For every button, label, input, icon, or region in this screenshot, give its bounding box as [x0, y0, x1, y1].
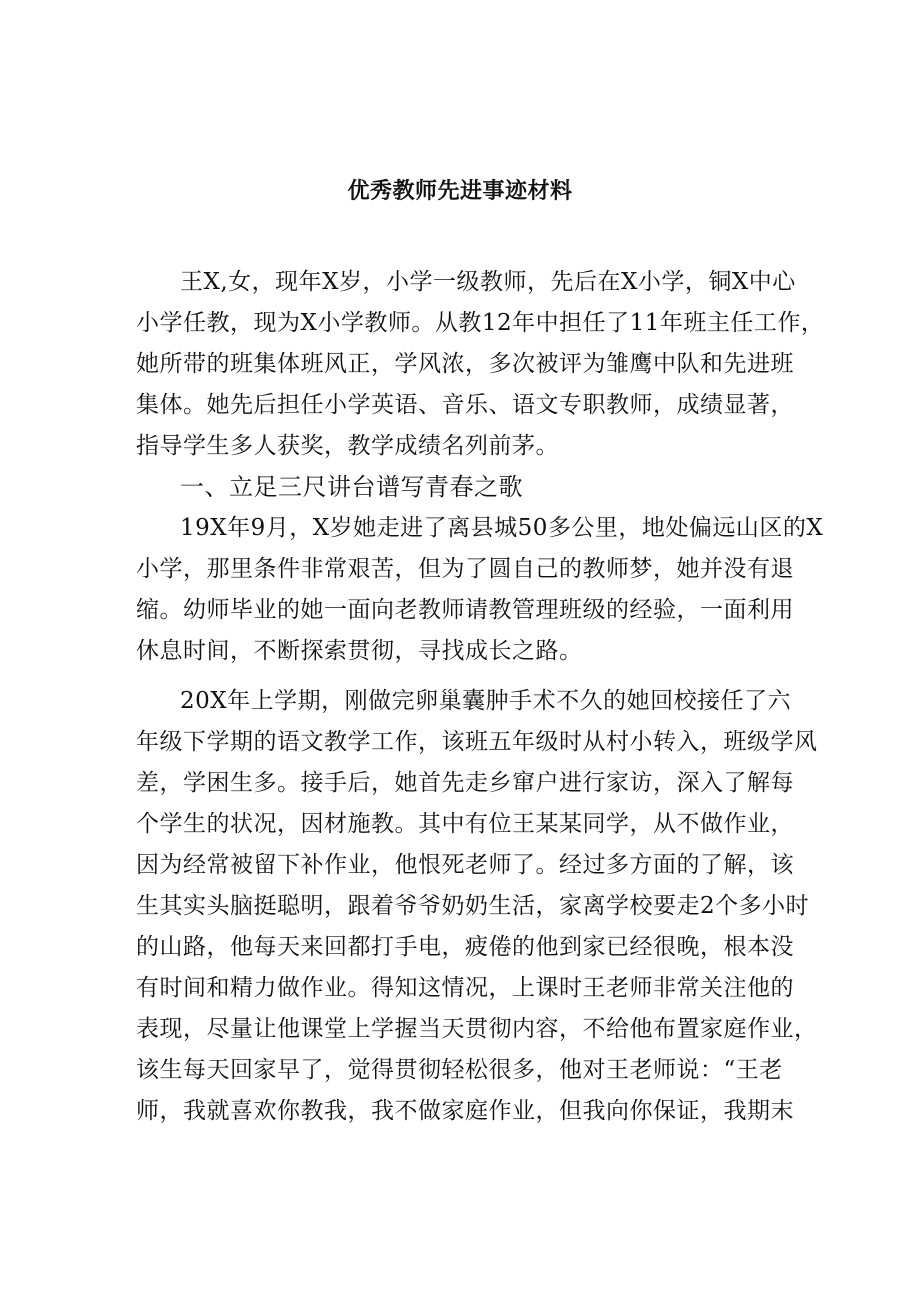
paragraph-3-line-7: 的山路，他每天来回都打手电，疲倦的他到家已经很晚，根本没 — [136, 934, 794, 960]
paragraph-3-line-6: 生其实头脑挺聪明，跟着爷爷奶奶生活，家离学校要走2个多小时 — [136, 893, 810, 919]
paragraph-2-line-4: 休息时间，不断探索贯彻，寻找成长之路。 — [136, 638, 583, 664]
paragraph-1-line-3: 她所带的班集体班风正，学风浓，多次被评为雏鹰中队和先进班 — [136, 351, 794, 377]
paragraph-1-line-1: 王X,女，现年X岁，小学一级教师，先后在X小学，铜X中心 — [180, 269, 796, 295]
paragraph-3-line-5: 因为经常被留下补作业，他恨死老师了。经过多方面的了解，该 — [136, 852, 794, 878]
section-heading: 一、立足三尺讲台谱写青春之歌 — [180, 473, 523, 501]
paragraph-3-line-2: 年级下学期的语文教学工作，该班五年级时从村小转入，班级学风 — [136, 729, 818, 755]
paragraph-3-line-8: 有时间和精力做作业。得知这情况，上课时王老师非常关注他的 — [136, 975, 794, 1001]
paragraph-2-line-2: 小学，那里条件非常艰苦，但为了圆自己的教师梦，她并没有退 — [136, 556, 794, 582]
paragraph-1-line-2: 小学任教，现为X小学教师。从教12年中担任了11年班主任工作， — [136, 310, 825, 336]
paragraph-2-line-1: 19X年9月，X岁她走进了离县城50多公里，地处偏远山区的X — [180, 515, 824, 541]
paragraph-3-line-11: 师，我就喜欢你教我，我不做家庭作业，但我向你保证，我期末 — [136, 1098, 794, 1124]
paragraph-3-line-10: 该生每天回家早了，觉得贯彻轻松很多，他对王老师说：“王老 — [136, 1057, 783, 1083]
paragraph-1-line-5: 指导学生多人获奖，教学成绩名列前茅。 — [136, 433, 559, 459]
paragraph-3-line-3: 差，学困生多。接手后，她首先走乡窜户进行家访，深入了解每 — [136, 770, 794, 796]
paragraph-3-line-4: 个学生的状况，因材施教。其中有位王某某同学，从不做作业， — [136, 811, 794, 837]
paragraph-3-line-9: 表现，尽量让他课堂上学握当天贯彻内容，不给他布置家庭作业， — [136, 1016, 818, 1042]
document-title: 优秀教师先进事迹材料 — [347, 179, 573, 204]
document-body — [136, 262, 825, 1132]
paragraph-3-line-1: 20X年上学期，刚做完卵巢囊肿手术不久的她回校接任了六 — [180, 688, 792, 714]
paragraph-1-line-4: 集体。她先后担任小学英语、音乐、语文专职教师，成绩显著， — [136, 392, 794, 418]
paragraph-2-line-3: 缩。幼师毕业的她一面向老教师请教管理班级的经验，一面利用 — [136, 597, 794, 623]
